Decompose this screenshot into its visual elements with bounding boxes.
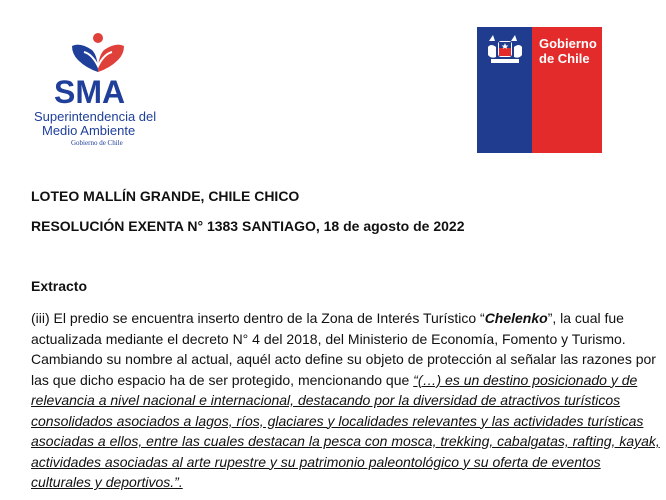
resolution-line: RESOLUCIÓN EXENTA N° 1383 SANTIAGO, 18 de agosto de 2022 <box>31 218 465 234</box>
paragraph-line <box>31 370 643 391</box>
gobierno-de-chile-text <box>539 36 597 66</box>
paragraph-line <box>31 308 643 329</box>
coat-of-arms-icon <box>485 33 525 67</box>
sma-emblem-icon <box>68 32 128 74</box>
quoted-line: relevancia a nivel nacional e internacional, destacando por la diversidad de atractivos turísticos <box>31 392 621 408</box>
quoted-line: asociadas a ellos, entre las cuales destacan la pesca con mosca, trekking, cabalgatas, rafting, kayak, <box>31 433 660 449</box>
extract-paragraph <box>31 308 660 493</box>
section-heading: Extracto <box>31 278 88 294</box>
gob-line2: de Chile <box>539 51 590 66</box>
sma-subtitle-line1: Superintendencia del <box>34 109 157 124</box>
sma-acronym: SMA <box>54 74 126 110</box>
quoted-line: culturales y deportivos.”. <box>31 474 183 490</box>
paragraph-text: (iii) El predio se encuentra inserto dentro de la Zona de Interés Turístico “ <box>31 310 485 326</box>
gobierno-de-chile-logo <box>477 27 602 153</box>
emphasized-name: Chelenko <box>484 310 548 326</box>
paragraph-text: las que dicho espacio ha de ser protegido, mencionando que <box>31 371 414 388</box>
quoted-line: actividades asociadas al arte rupestre y su patrimonio paleontológico y su oferta de eventos <box>31 453 601 470</box>
gob-line1: Gobierno <box>539 36 597 51</box>
paragraph-line: actualizada mediante el decreto N° 4 del 2018, del Ministerio de Economía, Fomento y Turismo. <box>31 330 626 347</box>
sma-subtitle-line2: Medio Ambiente <box>42 123 136 138</box>
paragraph-text: ”, la cual fue <box>547 310 624 326</box>
sma-logo <box>28 32 168 150</box>
quoted-line: consolidados asociados a lagos, ríos, glaciares y localidades relevantes y las actividades turísticas <box>31 412 644 429</box>
quoted-text: “(…) es un destino posicionado y de <box>413 371 638 388</box>
paragraph-line: Cambiando su nombre al actual, aquél acto define su objeto de protección al señalar las razones por <box>31 351 656 367</box>
document-title: LOTEO MALLÍN GRANDE, CHILE CHICO <box>31 188 300 204</box>
sma-small-text: Gobierno de Chile <box>71 139 123 147</box>
